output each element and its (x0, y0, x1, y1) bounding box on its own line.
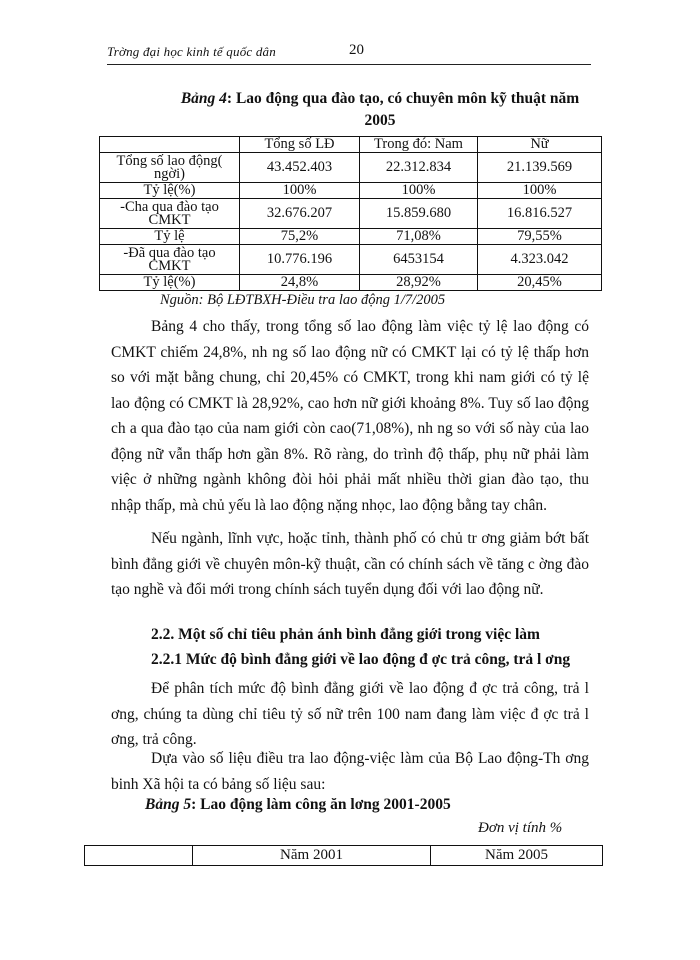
table5-caption (145, 796, 451, 814)
page-number: 20 (349, 42, 364, 58)
section-heading-2-2-1: 2.2.1 Mức độ bình đẳng giới về lao động đ ợc trả công, trả l ơng (151, 651, 571, 668)
table5-caption-label: Bảng 5 (145, 796, 192, 813)
cell-male: 71,08% (360, 229, 478, 245)
table4-header-cell: Trong đó: Nam (360, 137, 478, 153)
table4 (99, 136, 602, 291)
cell-male: 22.312.834 (360, 153, 478, 183)
table4-caption-year: 2005 (364, 112, 396, 129)
paragraph-4 (111, 746, 589, 797)
cell-female: 100% (478, 183, 602, 199)
table4-caption-label: Bảng 4 (180, 90, 227, 107)
table4-header-cell: Nữ (478, 137, 602, 153)
table4-header-cell (100, 137, 240, 153)
table4-header-cell: Tổng số LĐ (240, 137, 360, 153)
cell-female: 20,45% (478, 275, 602, 291)
table-row (100, 183, 602, 199)
cell-total: 100% (240, 183, 360, 199)
table4-caption (100, 90, 660, 108)
table5-header-cell (85, 846, 193, 866)
paragraph-3 (111, 676, 589, 753)
paragraph-1 (111, 314, 589, 518)
cell-total: 75,2% (240, 229, 360, 245)
row-label: Tỷ lệ (100, 229, 240, 245)
page-header (107, 42, 591, 65)
university-name: Trờng đại học kinh tế quốc dân (107, 44, 276, 59)
table5-header-cell: Năm 2005 (431, 846, 603, 866)
cell-total: 32.676.207 (240, 199, 360, 229)
paragraph-3-text: Để phân tích mức độ bình đẳng giới về lao động đ ợc trả công, trả l ơng, chúng ta dùng chỉ tiêu tỷ số nữ trên 100 nam đang làm việc đ ợc trả l ơng, trả công. (111, 680, 589, 748)
cell-male: 15.859.680 (360, 199, 478, 229)
section-heading-2-2: 2.2. Một số chỉ tiêu phản ánh bình đẳng giới trong việc làm (151, 626, 540, 643)
table4-caption-text: : Lao động qua đào tạo, có chuyên môn kỹ thuật năm (226, 90, 580, 107)
cell-male: 6453154 (360, 245, 478, 275)
table5-caption-text: : Lao động làm công ăn lơng 2001-2005 (191, 796, 451, 813)
table4-header-row (100, 137, 602, 153)
cell-total: 43.452.403 (240, 153, 360, 183)
paragraph-2-text: Nếu ngành, lĩnh vực, hoặc tỉnh, thành phố có chủ tr ơng giảm bớt bất bình đẳng giới về chuyên môn-kỹ thuật, cần có chính sách về tăng c ờng đào tạo nghề và đổi mới trong chính sách tuyển dụng đối với lao động nữ. (111, 530, 589, 598)
table-row (100, 153, 602, 183)
table5-header-row (85, 846, 603, 866)
cell-male: 100% (360, 183, 478, 199)
paragraph-4-text: Dựa vào số liệu điều tra lao động-việc làm của Bộ Lao động-Th ơng binh Xã hội ta có bảng số liệu sau: (111, 750, 589, 793)
cell-female: 79,55% (478, 229, 602, 245)
row-label: Tổng số lao động( ngời) (100, 153, 240, 183)
row-label: Tỷ lệ(%) (100, 183, 240, 199)
table5-header-cell: Năm 2001 (193, 846, 431, 866)
table5 (84, 845, 603, 866)
cell-female: 21.139.569 (478, 153, 602, 183)
table-row (100, 229, 602, 245)
table5-unit: Đơn vị tính % (478, 820, 563, 836)
row-label: -Đã qua đào tạo CMKT (100, 245, 240, 275)
cell-female: 16.816.527 (478, 199, 602, 229)
table-row (100, 199, 602, 229)
paragraph-1-text: Bảng 4 cho thấy, trong tổng số lao động làm việc tỷ lệ lao động có CMKT chiếm 24,8%, nh ng số lao động nữ có CMKT lại có tỷ lệ thấp hơn so với mặt bằng chung, chỉ 20,45% có CMKT, trong khi nam giới có tỷ lệ lao động có CMKT là 28,92%, cao hơn nữ giới khoảng 8%. Tuy số lao động ch a qua đào tạo của nam giới còn cao(71,08%), nh ng so với số này của lao động nữ vẫn thấp hơn gần 8%. Rõ ràng, do trình độ thấp, phụ nữ phải làm việc ở những ngành không đòi hỏi phải mất nhiều thời gian đào tạo, thu nhập thấp, mà chủ yếu là lao động nặng nhọc, lao động bằng tay chân. (111, 318, 589, 514)
cell-total: 10.776.196 (240, 245, 360, 275)
cell-female: 4.323.042 (478, 245, 602, 275)
table-row (100, 275, 602, 291)
row-label: Tỷ lệ(%) (100, 275, 240, 291)
cell-male: 28,92% (360, 275, 478, 291)
cell-total: 24,8% (240, 275, 360, 291)
table4-source: Nguồn: Bộ LĐTBXH-Điều tra lao động 1/7/2005 (160, 292, 446, 308)
row-label: -Cha qua đào tạo CMKT (100, 199, 240, 229)
paragraph-2 (111, 526, 589, 603)
table-row (100, 245, 602, 275)
